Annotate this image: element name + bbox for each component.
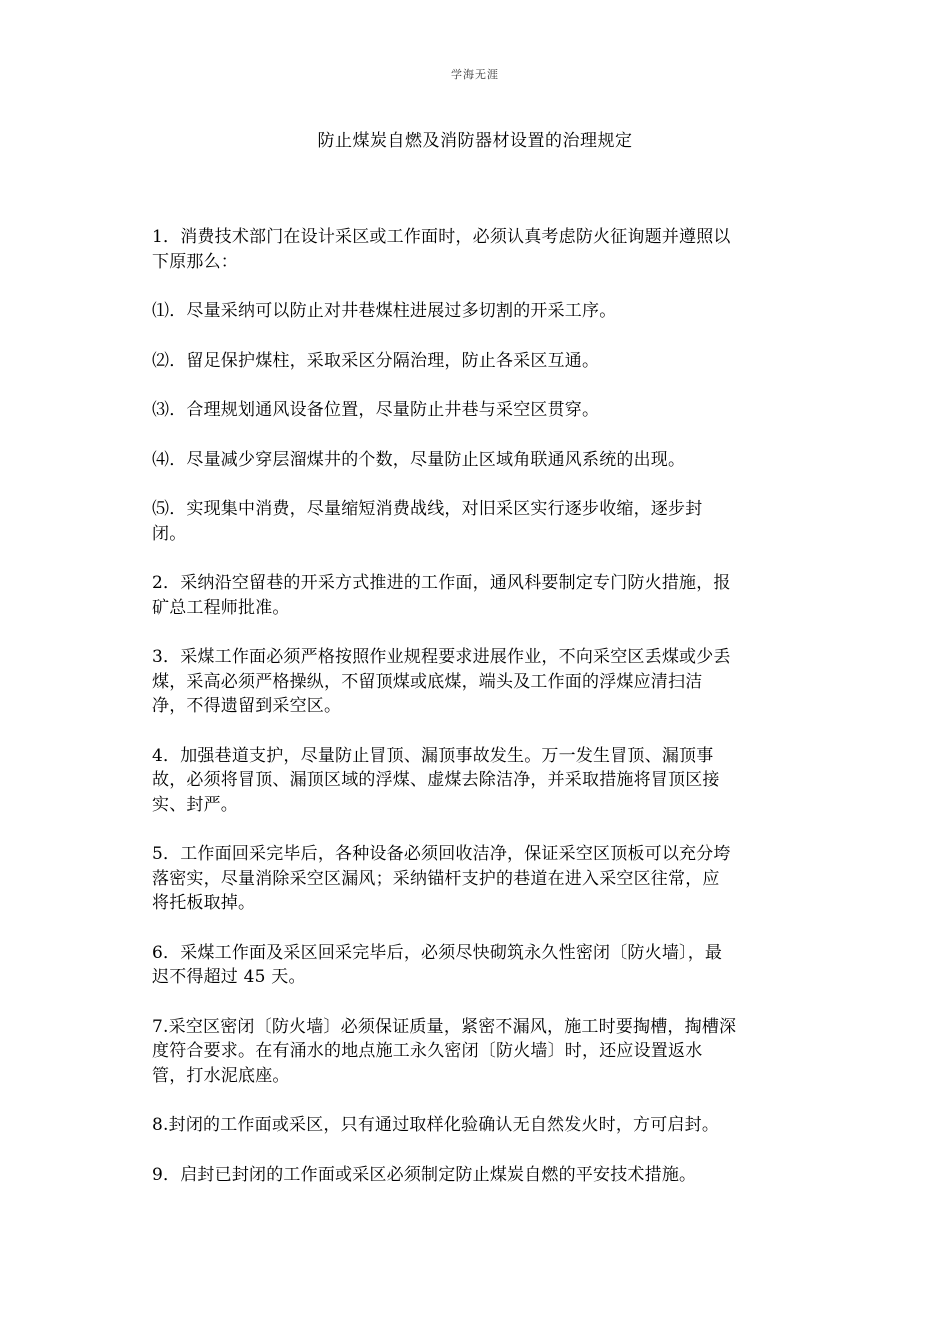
paragraph-1-item-1: ⑴．尽量采纳可以防止对井巷煤柱进展过多切割的开采工序。 [152,301,617,321]
paragraph-1-item-3: ⑶．合理规划通风设备位置，尽量防止井巷与采空区贯穿。 [152,400,600,420]
paragraph-8: 8.封闭的工作面或采区，只有通过取样化验确认无自然发火时，方可启封。 [152,1115,720,1135]
paragraph-4: 4．加强巷道支护，尽量防止冒顶、漏顶事故发生。万一发生冒顶、漏顶事 故，必须将冒顶、漏顶区域的浮煤、虚煤去除洁净，并采取措施将冒顶区接 实、封严。 [152,745,720,815]
paragraph-2: 2．采纳沿空留巷的开采方式推进的工作面，通风科要制定专门防火措施，报 矿总工程师批准。 [152,573,731,618]
paragraph-5: 5．工作面回采完毕后，各种设备必须回收洁净，保证采空区顶板可以充分垮 落密实，尽量消除采空区漏风；采纳锚杆支护的巷道在进入采空区往常，应 将托板取掉。 [152,844,731,913]
paragraph-3: 3．采煤工作面必须严格按照作业规程要求进展作业，不向采空区丢煤或少丢 煤，采高必须严格操纵，不留顶煤或底煤，端头及工作面的浮煤应清扫洁 净，不得遗留到采空区。 [152,647,731,716]
paragraph-1-item-4: ⑷．尽量减少穿层溜煤井的个数，尽量防止区域角联通风系统的出现。 [152,449,686,470]
paragraph-1: 1．消费技术部门在设计采区或工作面时，必须认真考虑防火征询题并遵照以 下原那么： [152,227,731,272]
paragraph-7: 7.采空区密闭〔防火墙〕必须保证质量，紧密不漏风，施工时要掏槽，掏槽深 度符合要求。在有涌水的地点施工永久密闭〔防火墙〕时，还应设置返水 管，打水泥底座。 [152,1016,737,1086]
paragraph-1-item-2: ⑵．留足保护煤柱，采取采区分隔治理，防止各采区互通。 [152,350,600,371]
document-title: 防止煤炭自燃及消防器材设置的治理规定 [317,131,633,151]
paragraph-9: 9．启封已封闭的工作面或采区必须制定防止煤炭自燃的平安技术措施。 [152,1164,697,1185]
page-header: 学海无涯 [451,68,499,81]
paragraph-6: 6．采煤工作面及采区回采完毕后，必须尽快砌筑永久性密闭〔防火墙〕，最 迟不得超过 45 天。 [152,942,723,987]
paragraph-1-item-5: ⑸．实现集中消费，尽量缩短消费战线，对旧采区实行逐步收缩，逐步封 闭。 [152,499,703,544]
document-body [152,225,800,1212]
